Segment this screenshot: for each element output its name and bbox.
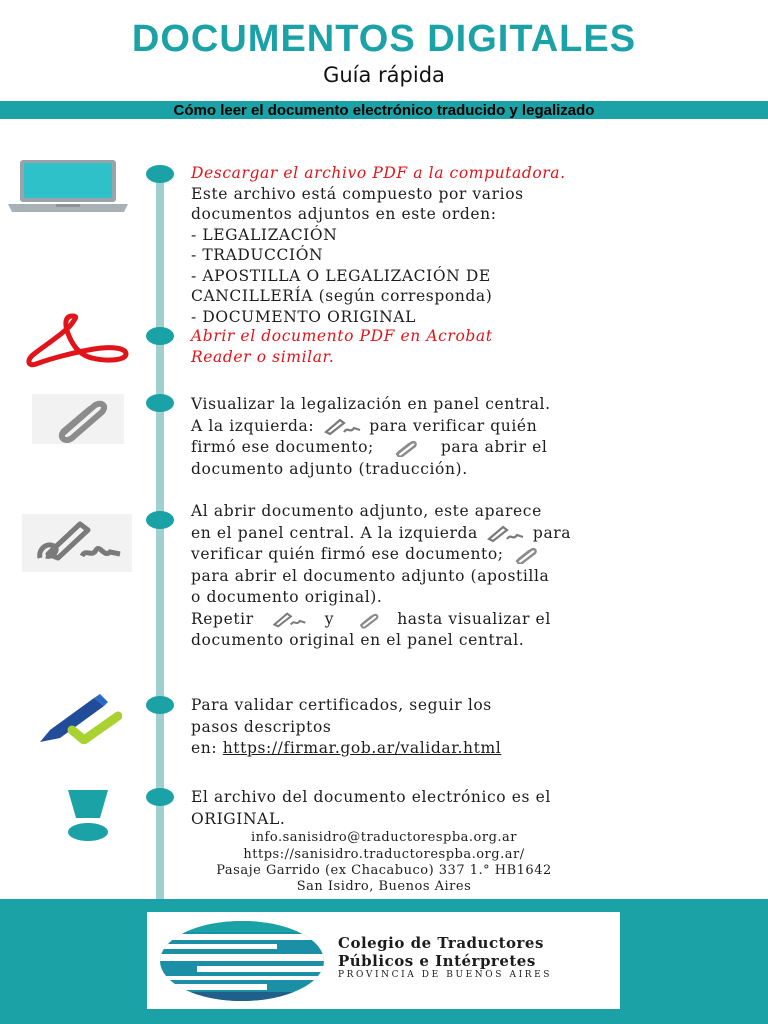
- step-2-text: Reader o similar.: [191, 347, 335, 366]
- step-4-text-part: Repetir: [191, 609, 254, 628]
- step-open-attachment: [191, 501, 751, 652]
- step-open-acrobat: [191, 326, 751, 367]
- step-1-list-item: - TRADUCCIÓN: [191, 246, 324, 264]
- step-4-text: documento original en el panel central.: [191, 631, 525, 649]
- step-5-text: Para validar certificados, seguir los: [191, 696, 492, 714]
- step-1-list-item: - LEGALIZACIÓN: [191, 225, 338, 244]
- step-4-text: [191, 544, 751, 566]
- step-1-text: Este archivo está compuesto por varios: [191, 184, 524, 203]
- step-3-text-part: para abrir el: [440, 438, 548, 456]
- logo-title-line-1: Colegio de Traductores: [338, 934, 544, 952]
- step-4-text-part: verificar quién firmó ese documento;: [191, 545, 504, 563]
- step-1-list-item: - DOCUMENTO ORIGINAL: [191, 307, 416, 326]
- step-6-text: El archivo del documento electrónico es el: [191, 788, 551, 806]
- step-5-text-part: en:: [191, 739, 218, 757]
- signature-icon: [22, 514, 132, 572]
- page-subtitle: Guía rápida: [323, 63, 445, 87]
- timeline-dot-5: [146, 696, 174, 714]
- paperclip-icon: [32, 394, 124, 444]
- acrobat-icon: [20, 310, 132, 370]
- paperclip-icon: [389, 439, 421, 457]
- step-5-text: pasos descriptos: [191, 717, 332, 736]
- signature-icon: [269, 611, 309, 629]
- step-3-text-part: firmó ese documento;: [191, 438, 374, 456]
- step-3-text-part: A la izquierda:: [191, 416, 315, 435]
- step-3-text: [191, 416, 751, 438]
- contact-website[interactable]: https://sanisidro.traductorespba.org.ar/: [243, 847, 525, 862]
- step-4-text-part: hasta visualizar el: [397, 609, 551, 628]
- contact-address: Pasaje Garrido (ex Chacabuco) 337 1.° HB1642: [216, 863, 552, 878]
- step-4-text: [191, 523, 751, 545]
- step-download: [191, 163, 751, 327]
- step-1-lead: Descargar el archivo PDF a la computadora.: [191, 164, 566, 182]
- college-logo-icon: [157, 918, 327, 1004]
- signature-icon: [483, 525, 527, 543]
- paperclip-icon: [509, 546, 541, 564]
- step-2-text: Abrir el documento PDF en Acrobat: [191, 327, 493, 345]
- step-3-text: Visualizar la legalización en panel central.: [191, 395, 551, 413]
- step-4-text: [191, 609, 751, 631]
- logo-title-line-2: Públicos e Intérpretes: [338, 952, 536, 970]
- logo-subtitle: PROVINCIA DE BUENOS AIRES: [338, 970, 553, 980]
- step-validate: [191, 695, 751, 760]
- timeline-dot-4: [146, 511, 174, 529]
- step-6-text: ORIGINAL.: [191, 809, 286, 828]
- step-4-text-part: y: [324, 609, 335, 628]
- step-3-text-part: para verificar quién: [369, 416, 538, 435]
- pen-check-icon: [36, 694, 122, 744]
- step-3-text: documento adjunto (traducción).: [191, 459, 468, 478]
- validate-link[interactable]: https://firmar.gob.ar/validar.html: [222, 739, 502, 757]
- contact-email[interactable]: info.sanisidro@traductorespba.org.ar: [251, 830, 517, 845]
- step-1-text: documentos adjuntos en este orden:: [191, 205, 497, 223]
- step-5-text: [191, 738, 751, 760]
- step-original-note: [191, 787, 751, 830]
- contact-city: San Isidro, Buenos Aires: [296, 879, 472, 894]
- page-title: DOCUMENTOS DIGITALES: [131, 18, 637, 60]
- step-3-text: [191, 437, 751, 459]
- step-4-text-part: en el panel central. A la izquierda: [191, 523, 478, 542]
- step-1-list-item: CANCILLERÍA (según corresponda): [191, 287, 493, 305]
- step-view-legalization: [191, 394, 751, 480]
- signature-icon: [320, 418, 364, 436]
- step-4-text: para abrir el documento adjunto (apostilla: [191, 566, 550, 585]
- timeline-dot-6: [146, 788, 174, 806]
- step-4-text: o documento original).: [191, 588, 383, 606]
- timeline-dot-3: [146, 394, 174, 412]
- timeline-dot-1: [146, 165, 174, 183]
- timeline-dot-2: [146, 327, 174, 345]
- step-4-text-part: para: [532, 523, 572, 542]
- paperclip-icon: [354, 611, 382, 629]
- step-1-list-item: - APOSTILLA O LEGALIZACIÓN DE: [191, 266, 491, 285]
- banner-text: Cómo leer el documento electrónico traducido y legalizado: [173, 102, 595, 119]
- step-4-text: Al abrir documento adjunto, este aparece: [191, 502, 542, 520]
- laptop-icon: [8, 158, 128, 214]
